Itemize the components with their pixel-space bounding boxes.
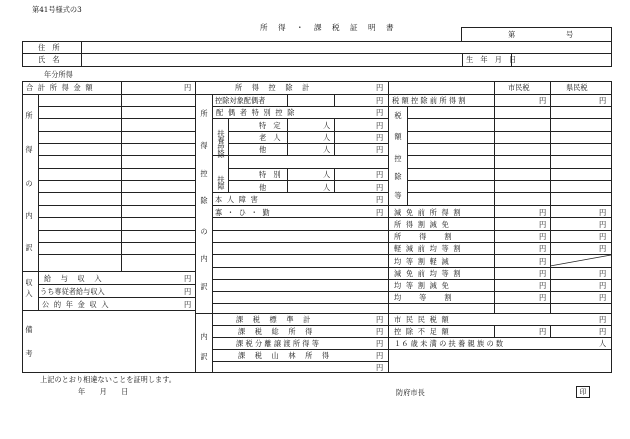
total-income-yen: 円 xyxy=(184,83,192,92)
breakdown-char-4: 内 xyxy=(25,211,33,220)
tax-item-2-city-yen: 円 xyxy=(539,220,547,229)
total-income-label: 合 計 所 得 金 額 xyxy=(26,83,94,92)
ded-group-char-3: 控 xyxy=(200,169,208,178)
notes-char-1: 備 xyxy=(25,325,33,334)
diagonal-slash xyxy=(550,254,612,267)
address-label: 住 所 xyxy=(38,43,60,52)
income-group-char-1: 収 xyxy=(25,278,33,287)
city-tax-amount-label: 市 民 民 税 額 xyxy=(394,315,450,324)
ded-group-char-4: 除 xyxy=(200,196,208,205)
basis-item-3-yen: 円 xyxy=(376,351,384,360)
ded-group-char-6: 内 xyxy=(200,254,208,263)
tax-item-8-pref-yen: 円 xyxy=(599,293,607,302)
salary-yen: 円 xyxy=(184,274,192,283)
number-prefix: 第 xyxy=(508,30,516,39)
basis-total-label: 課 税 標 準 計 xyxy=(236,315,312,324)
fuyou-tokutei-yen: 円 xyxy=(376,121,384,130)
basis-item-2-yen: 円 xyxy=(376,339,384,348)
pref-tax-header: 県民税 xyxy=(566,83,588,92)
form-number: 第41号様式の3 xyxy=(32,5,82,14)
name-label: 氏 名 xyxy=(38,55,60,64)
shogai-other-label: 他 xyxy=(259,183,267,192)
tax-item-4: 軽 減 前 均 等 割 xyxy=(394,244,462,253)
shogai-tokubetsu-label: 特 別 xyxy=(259,170,281,179)
fuyou-rojin-label: 老 人 xyxy=(259,133,281,142)
deficit-label: 控 除 不 足 額 xyxy=(394,327,450,336)
pension-yen: 円 xyxy=(184,300,192,309)
city-tax-amount-yen: 円 xyxy=(599,315,607,324)
fuyou-other-label: 他 xyxy=(259,145,267,154)
tax-item-8-city-yen: 円 xyxy=(539,293,547,302)
honnin-shogai-label: 本 人 障 害 xyxy=(215,195,260,204)
birthdate-label: 生 年 月 日 xyxy=(466,55,517,64)
basis-item-2: 課 税 分 離 譲 渡 所 得 等 xyxy=(236,339,319,348)
notes-char-2: 考 xyxy=(25,349,33,358)
spouse-deduction-label: 控除対象配偶者 xyxy=(215,96,266,105)
tax-item-7: 均 等 割 減 免 xyxy=(394,281,450,290)
city-tax-header: 市民税 xyxy=(508,83,530,92)
family-salary-label: うち専従者給与収入 xyxy=(40,287,105,296)
tax-item-3-pref-yen: 円 xyxy=(599,232,607,241)
deduction-total-label: 所 得 控 除 計 xyxy=(235,83,311,92)
shogai-other-yen: 円 xyxy=(376,183,384,192)
tax-item-1-city-yen: 円 xyxy=(539,208,547,217)
under16-label: １６ 歳 未 満 の 扶 養 親 族 の 数 xyxy=(394,339,504,348)
breakdown-char-5: 訳 xyxy=(25,243,33,252)
ded-group-char-1: 所 xyxy=(200,109,208,118)
deficit-pref-yen: 円 xyxy=(599,327,607,336)
tax-item-8: 均 等 割 xyxy=(394,293,453,302)
basis-total-yen: 円 xyxy=(376,315,384,324)
fuyou-other-yen: 円 xyxy=(376,145,384,154)
spouse-deduction-yen: 円 xyxy=(376,96,384,105)
fuyou-tokutei-label: 特 定 xyxy=(259,121,281,130)
breakdown-char-2: 得 xyxy=(25,145,33,154)
fuyou-other-count: 人 xyxy=(323,145,331,154)
fuyou-rojin-yen: 円 xyxy=(376,133,384,142)
seal-box: 印 xyxy=(576,386,590,398)
tax-item-3: 所 得 割 xyxy=(394,232,453,241)
basis-group-char-1: 内 xyxy=(200,332,208,341)
family-salary-yen: 円 xyxy=(184,287,192,296)
tax-item-1-pref-yen: 円 xyxy=(599,208,607,217)
kafu-yen: 円 xyxy=(376,208,384,217)
honnin-shogai-yen: 円 xyxy=(376,195,384,204)
page-title: 所 得 ・ 課 税 証 明 書 xyxy=(260,23,398,32)
fuyou-char-3: 控 xyxy=(217,143,225,152)
deficit-city-yen: 円 xyxy=(539,327,547,336)
credit-char-4: 除 xyxy=(394,172,402,181)
under16-count: 人 xyxy=(599,339,607,348)
shogai-tokubetsu-yen: 円 xyxy=(376,170,384,179)
pension-income-label: 公 的 年 金 収 入 xyxy=(42,300,110,309)
spouse-special-yen: 円 xyxy=(376,108,384,117)
fuyou-rojin-count: 人 xyxy=(323,133,331,142)
shogai-char-2: 障 xyxy=(217,182,225,191)
shogai-other-count: 人 xyxy=(323,183,331,192)
tax-item-4-pref-yen: 円 xyxy=(599,244,607,253)
credit-char-1: 税 xyxy=(394,111,402,120)
issue-date: 年 月 日 xyxy=(78,387,129,396)
tax-item-5: 均 等 割 軽 減 xyxy=(394,257,450,266)
ded-group-char-5: の xyxy=(200,227,208,236)
tax-item-7-city-yen: 円 xyxy=(539,281,547,290)
certify-text: 上記のとおり相違ないことを証明します。 xyxy=(40,375,176,384)
kafu-label: 寡 ・ ひ ・ 勤 xyxy=(215,208,271,217)
pre-deduction-label: 税 額 控 除 前 所 得 割 xyxy=(392,96,466,105)
tax-item-4-city-yen: 円 xyxy=(539,244,547,253)
shogai-char-1: 扶 xyxy=(217,175,225,184)
credit-char-3: 控 xyxy=(394,154,402,163)
breakdown-char-1: 所 xyxy=(25,111,33,120)
shogai-tokubetsu-count: 人 xyxy=(323,170,331,179)
spouse-special-label: 配 偶 者 特 別 控 除 xyxy=(216,108,296,117)
credit-char-5: 等 xyxy=(394,191,402,200)
fuyou-tokutei-count: 人 xyxy=(323,121,331,130)
salary-income-label: 給 与 収 入 xyxy=(44,274,103,283)
tax-item-7-pref-yen: 円 xyxy=(599,281,607,290)
basis-item-3: 課 税 山 林 所 得 xyxy=(238,351,331,360)
ded-group-char-2: 得 xyxy=(200,141,208,150)
year-income-label: 年分所得 xyxy=(44,70,73,79)
tax-item-5-city-yen: 円 xyxy=(539,257,547,266)
breakdown-char-3: の xyxy=(25,179,33,188)
issuer: 防府市長 xyxy=(396,388,425,397)
tax-item-2-pref-yen: 円 xyxy=(599,220,607,229)
tax-item-6: 減 免 前 均 等 割 xyxy=(394,269,462,278)
basis-item-4-yen: 円 xyxy=(376,363,384,372)
basis-group-char-2: 訳 xyxy=(200,352,208,361)
pre-deduction-pref-yen: 円 xyxy=(599,96,607,105)
pre-deduction-city-yen: 円 xyxy=(539,96,547,105)
fuyou-char-4: 除 xyxy=(217,150,225,159)
income-group-char-2: 入 xyxy=(25,289,33,298)
tax-item-1: 減 免 前 所 得 割 xyxy=(394,208,462,217)
ded-group-char-7: 訳 xyxy=(200,282,208,291)
number-suffix: 号 xyxy=(566,30,574,39)
credit-char-2: 額 xyxy=(394,132,402,141)
tax-item-6-pref-yen: 円 xyxy=(599,269,607,278)
deduction-total-yen: 円 xyxy=(376,83,384,92)
fuyou-char-1: 扶 xyxy=(217,129,225,138)
basis-item-1-yen: 円 xyxy=(376,327,384,336)
fuyou-char-2: 養 xyxy=(217,136,225,145)
tax-item-3-city-yen: 円 xyxy=(539,232,547,241)
basis-item-1: 課 税 総 所 得 xyxy=(238,327,314,336)
tax-item-6-city-yen: 円 xyxy=(539,269,547,278)
tax-item-2: 所 得 割 減 免 xyxy=(394,220,450,229)
